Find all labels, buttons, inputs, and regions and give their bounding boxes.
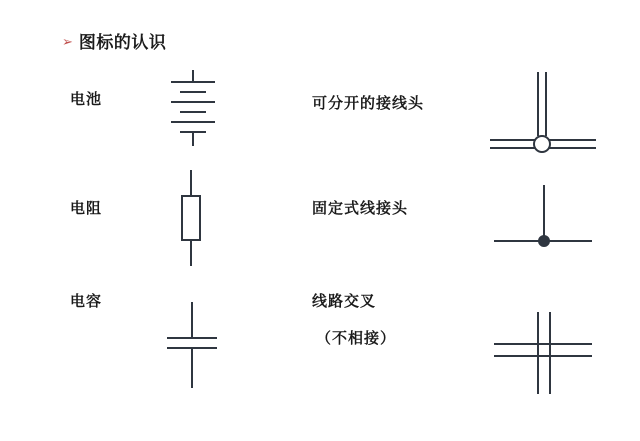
bullet-arrow-icon: ➢ xyxy=(62,34,73,49)
page-title: 图标的认识 xyxy=(78,33,167,52)
label-fixed-terminal: 固定式线接头 xyxy=(312,200,409,217)
slide-title xyxy=(62,28,166,53)
battery-symbol xyxy=(158,68,228,148)
label-capacitor: 电容 xyxy=(70,293,103,310)
capacitor-symbol xyxy=(163,300,221,392)
separable-terminal-symbol xyxy=(488,70,598,162)
resistor-symbol xyxy=(165,168,217,268)
label-battery: 电池 xyxy=(70,91,103,108)
label-crossing-wires-note: （不相接） xyxy=(316,330,397,347)
fixed-terminal-symbol xyxy=(492,183,594,255)
label-separable-terminal: 可分开的接线头 xyxy=(312,95,425,112)
label-resistor: 电阻 xyxy=(70,200,103,217)
label-crossing-wires: 线路交叉 xyxy=(312,293,377,310)
crossing-wires-symbol xyxy=(492,310,594,396)
